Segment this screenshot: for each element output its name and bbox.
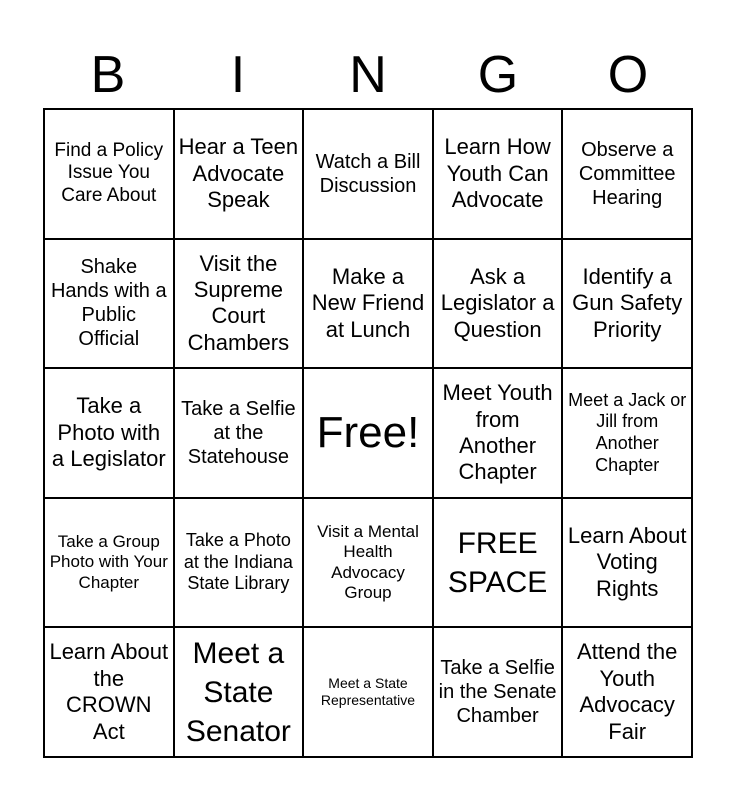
bingo-cell-r3c5: Meet a Jack or Jill from Another Chapter — [562, 368, 692, 498]
header-letter-b: B — [90, 46, 126, 104]
bingo-cell-r3c1: Take a Photo with a Legislator — [44, 368, 174, 498]
header-letter-i: I — [230, 46, 246, 104]
bingo-cell-r1c2: Hear a Teen Advocate Speak — [174, 109, 304, 239]
bingo-cell-r2c4: Ask a Legislator a Question — [433, 239, 563, 369]
bingo-cell-r4c1: Take a Group Photo with Your Chapter — [44, 498, 174, 628]
bingo-cell-r4c2: Take a Photo at the Indiana State Library — [174, 498, 304, 628]
bingo-cell-r1c1: Find a Policy Issue You Care About — [44, 109, 174, 239]
bingo-cell-r4c5: Learn About Voting Rights — [562, 498, 692, 628]
bingo-header — [43, 42, 693, 108]
bingo-cell-r3c4: Meet Youth from Another Chapter — [433, 368, 563, 498]
bingo-cell-r1c3: Watch a Bill Discussion — [303, 109, 433, 239]
bingo-card — [43, 108, 693, 758]
bingo-cell-r2c1: Shake Hands with a Public Official — [44, 239, 174, 369]
bingo-cell-r5c2: Meet a State Senator — [174, 627, 304, 757]
bingo-cell-r3c2: Take a Selfie at the Statehouse — [174, 368, 304, 498]
bingo-cell-r2c3: Make a New Friend at Lunch — [303, 239, 433, 369]
bingo-cell-r5c1: Learn About the CROWN Act — [44, 627, 174, 757]
bingo-cell-free-space: FREE SPACE — [433, 498, 563, 628]
bingo-cell-r4c3: Visit a Mental Health Advocacy Group — [303, 498, 433, 628]
bingo-cell-r1c5: Observe a Committee Hearing — [562, 109, 692, 239]
header-letter-n: N — [349, 46, 387, 104]
bingo-cell-r2c5: Identify a Gun Safety Priority — [562, 239, 692, 369]
bingo-cell-r5c4: Take a Selfie in the Senate Chamber — [433, 627, 563, 757]
bingo-cell-r1c4: Learn How Youth Can Advocate — [433, 109, 563, 239]
free-space-center: Free! — [303, 368, 433, 498]
header-letter-g: G — [477, 46, 519, 104]
bingo-cell-r5c3: Meet a State Representative — [303, 627, 433, 757]
header-letter-o: O — [607, 46, 649, 104]
bingo-cell-r2c2: Visit the Supreme Court Chambers — [174, 239, 304, 369]
bingo-cell-r5c5: Attend the Youth Advocacy Fair — [562, 627, 692, 757]
